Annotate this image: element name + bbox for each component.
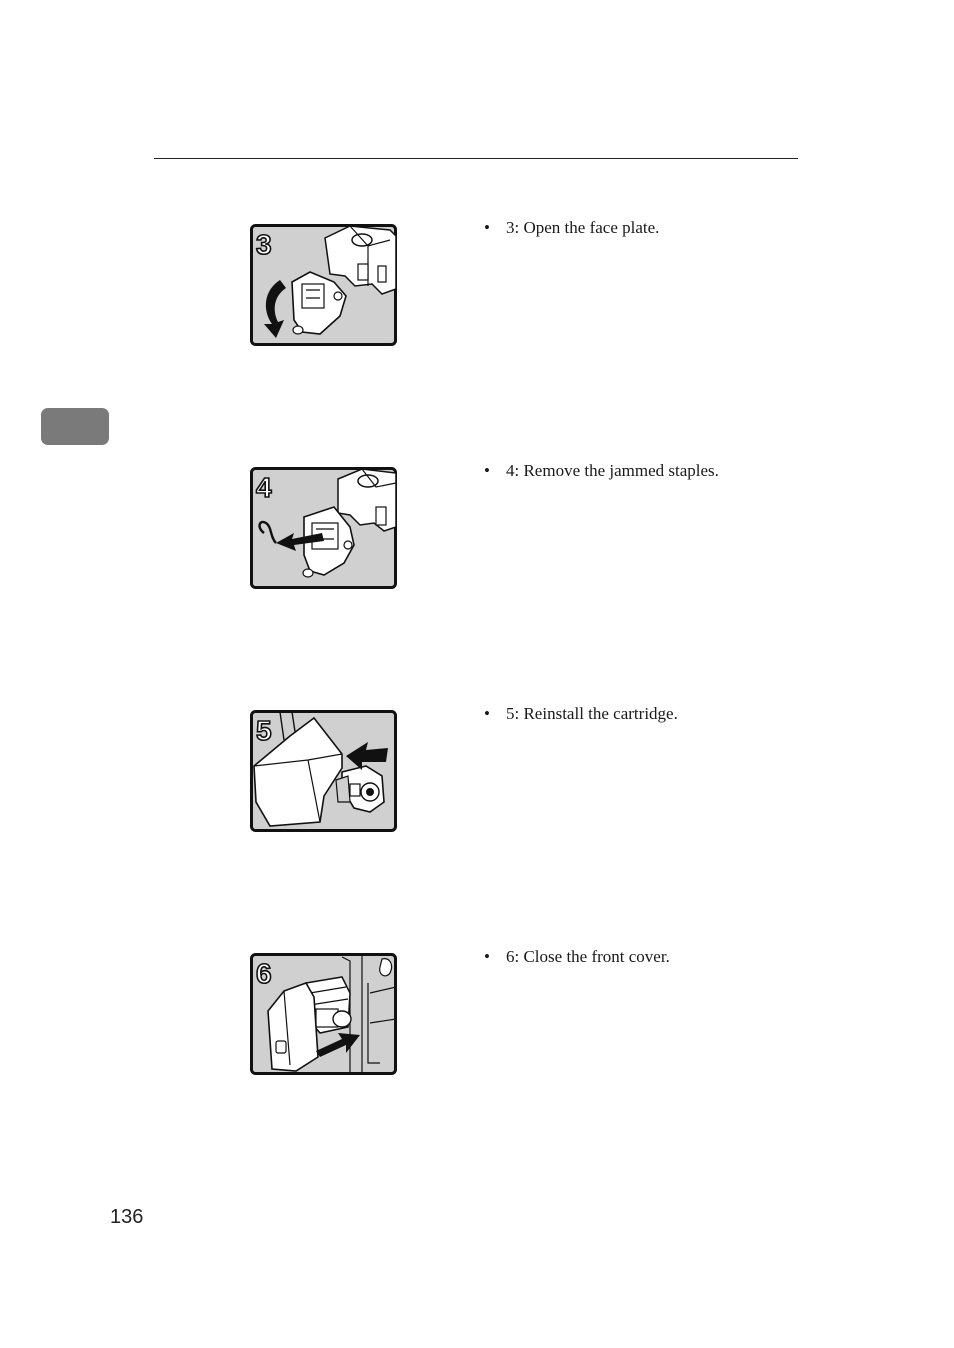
bullet: • [484, 218, 490, 237]
open-face-plate-icon [250, 224, 397, 346]
step-6-label: 6: Close the front cover. [506, 947, 670, 966]
step-5-label: 5: Reinstall the cartridge. [506, 704, 678, 723]
step-6-text [484, 947, 670, 967]
step-4-figure [250, 467, 397, 589]
step-3-digit: 3 [256, 229, 272, 260]
bullet: • [484, 947, 490, 966]
remove-staples-icon [250, 467, 397, 589]
page-number: 136 [110, 1206, 144, 1228]
step-6-digit: 6 [256, 958, 272, 989]
step-3-text [484, 218, 659, 238]
step-5-digit: 5 [256, 715, 272, 746]
bullet: • [484, 704, 490, 723]
step-3-label: 3: Open the face plate. [506, 218, 660, 237]
step-4-label: 4: Remove the jammed staples. [506, 461, 719, 480]
step-5-figure [250, 710, 397, 832]
step-6-figure [250, 953, 397, 1075]
step-4-text [484, 461, 719, 481]
close-front-cover-icon [250, 953, 397, 1075]
bullet: • [484, 461, 490, 480]
chapter-tab [41, 408, 109, 445]
step-4-digit: 4 [256, 472, 272, 503]
reinstall-cartridge-icon [250, 710, 397, 832]
step-5-text [484, 704, 678, 724]
step-3-figure [250, 224, 397, 346]
header-rule [154, 158, 798, 159]
